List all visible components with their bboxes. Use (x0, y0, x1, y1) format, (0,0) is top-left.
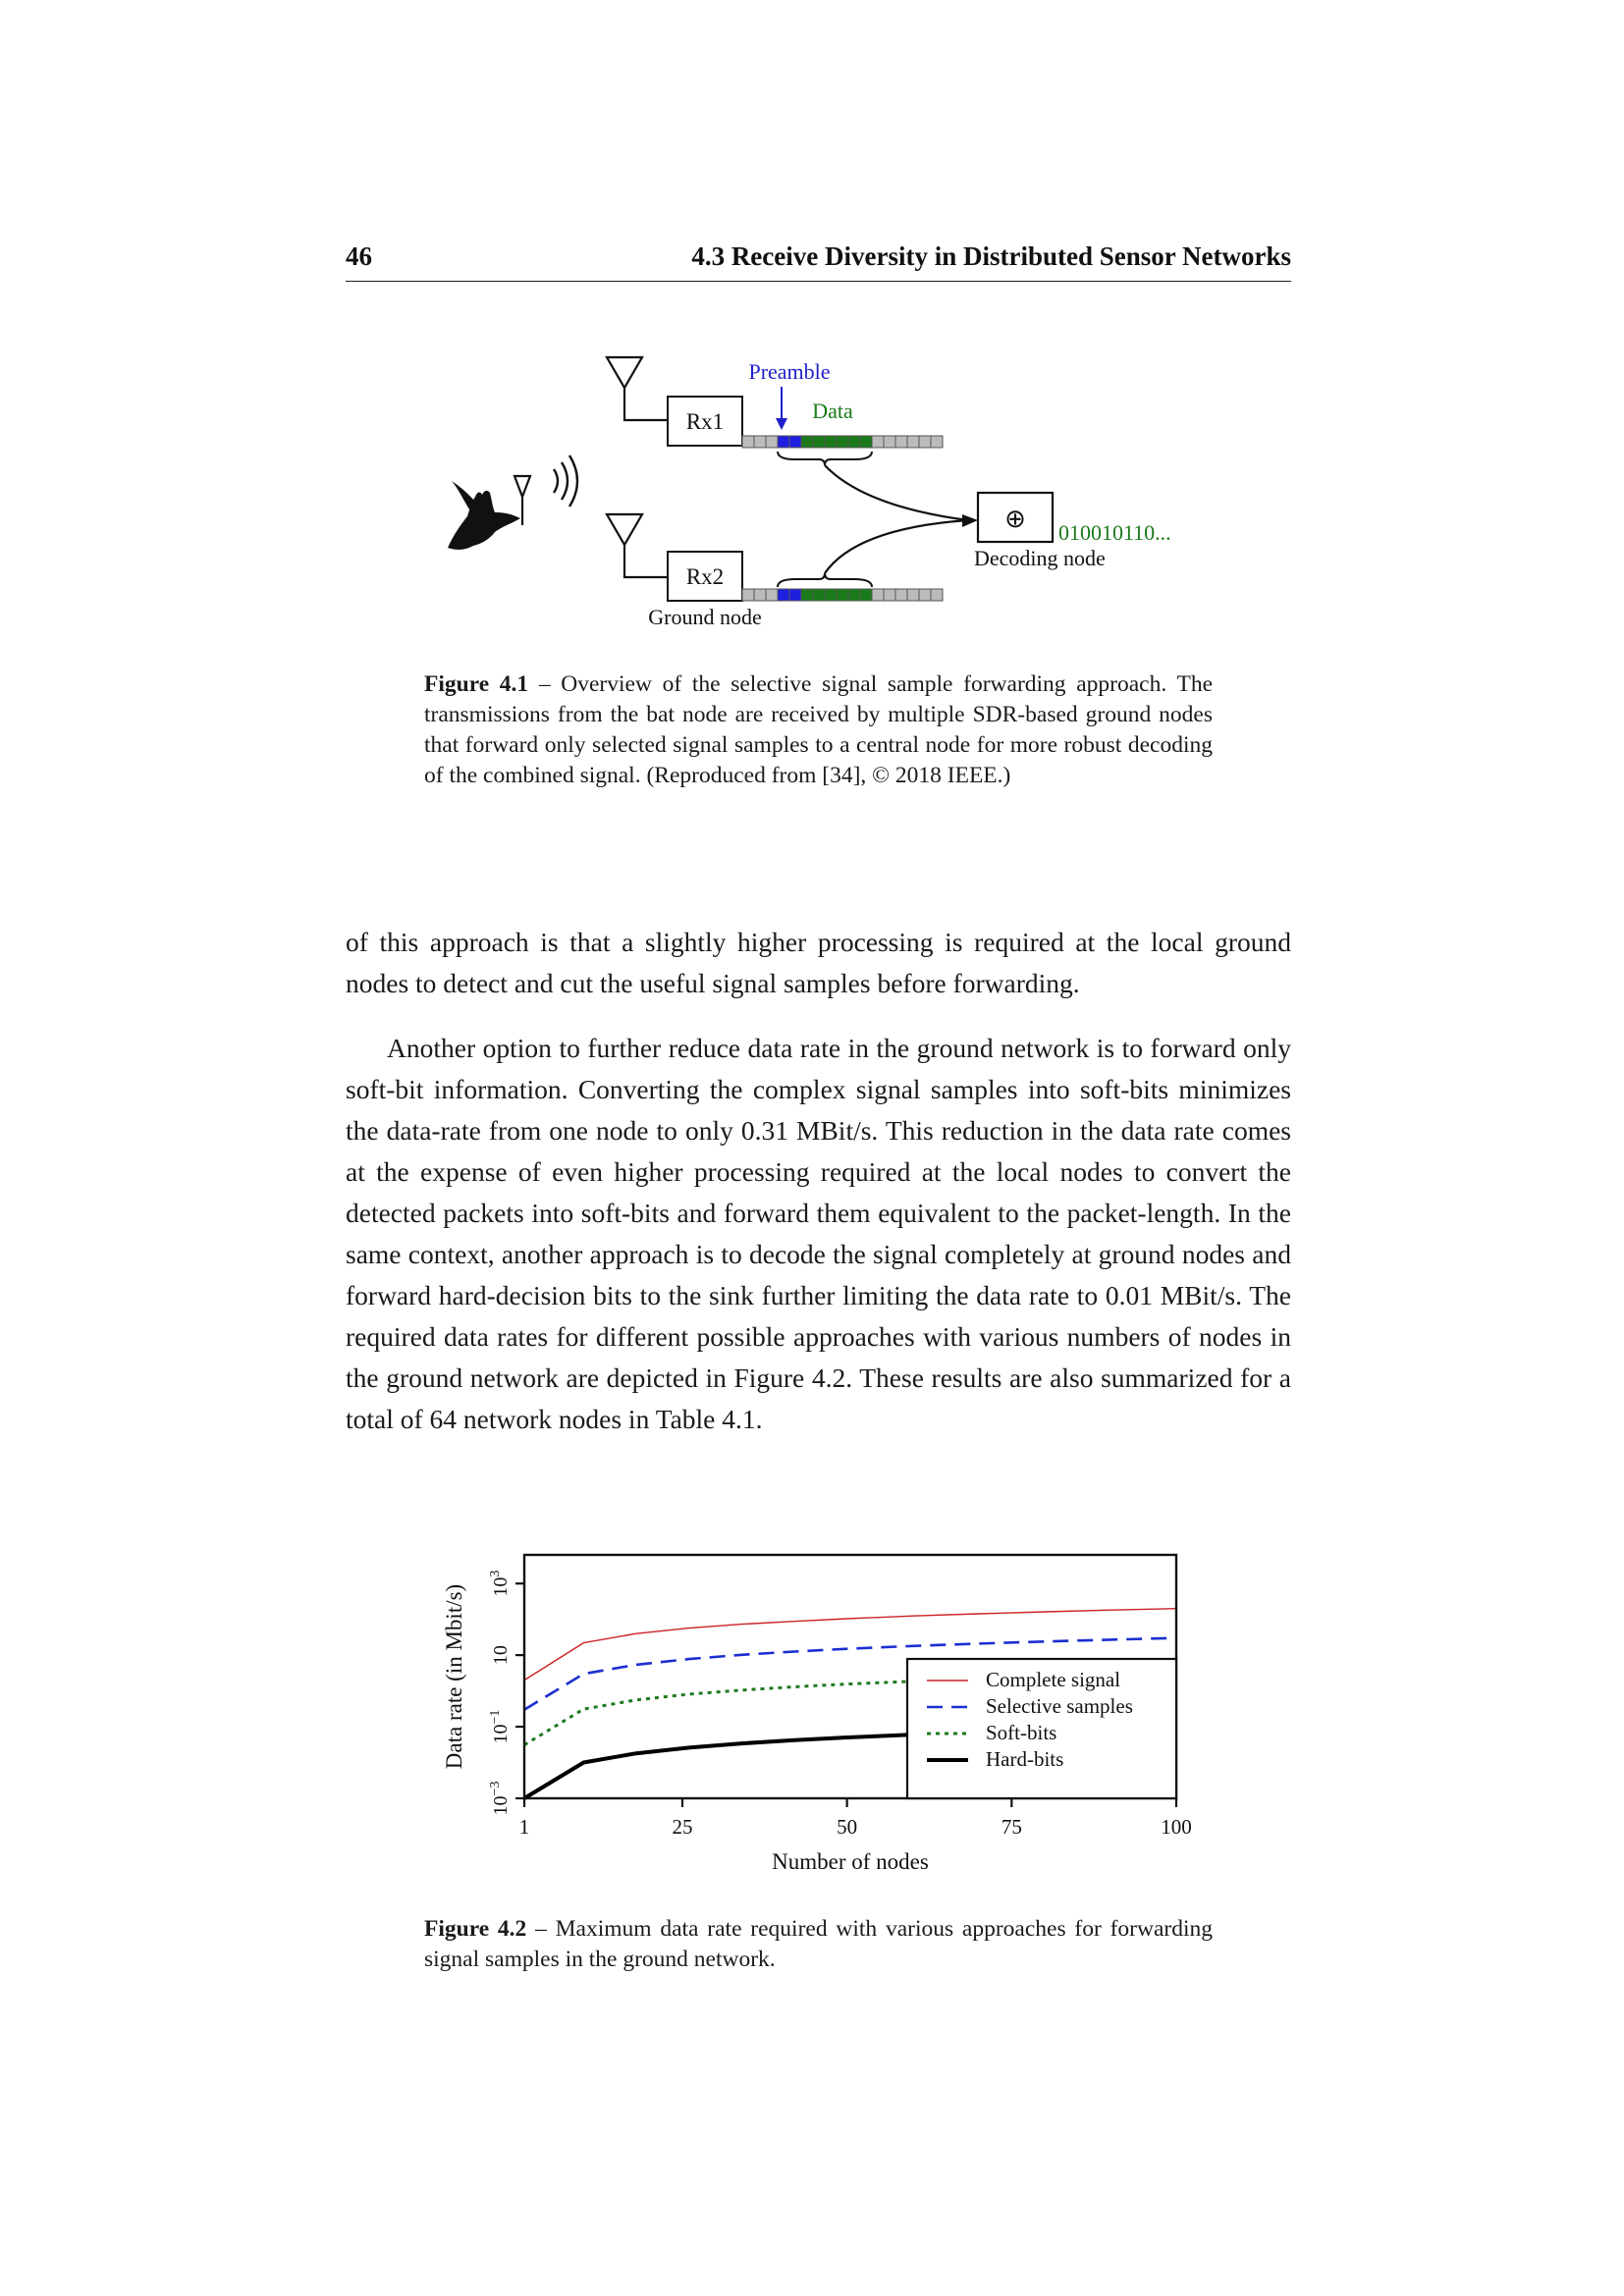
y-tick-label (488, 1782, 512, 1816)
running-header (346, 241, 1291, 282)
figure-4-2-label: Figure 4.2 (424, 1916, 527, 1942)
body-text (346, 922, 1291, 1440)
ground-node-label: Ground node (648, 605, 762, 629)
arrow-head-icon (962, 514, 978, 527)
rx1-sample-stream (742, 436, 943, 448)
legend-label: Hard-bits (986, 1747, 1064, 1771)
rx1-brace (778, 452, 872, 465)
rx2-brace (778, 573, 872, 587)
figure-4-1-diagram (412, 334, 1247, 648)
legend-label: Complete signal (986, 1668, 1121, 1691)
figure-4-1-label: Figure 4.1 (424, 671, 529, 697)
x-tick-label: 25 (672, 1815, 693, 1839)
x-axis-label: Number of nodes (772, 1849, 929, 1874)
rx1-label: Rx1 (685, 409, 725, 434)
forward-arrows (825, 465, 968, 573)
radio-waves-icon (554, 455, 577, 507)
x-tick-label: 100 (1161, 1815, 1192, 1839)
bitstream-label: 010010110... (1058, 520, 1171, 545)
bat-icon (448, 491, 520, 550)
section-title: 4.3 Receive Diversity in Distributed Sensor Networks (691, 241, 1291, 271)
page-number: 46 (346, 241, 372, 271)
rx2-label: Rx2 (685, 564, 725, 589)
preamble-label: Preamble (748, 359, 831, 384)
paragraph-1: of this approach is that a slightly higher processing is required at the local ground nodes to detect and cut the useful signal samples before forwarding. (346, 927, 1291, 998)
legend-label: Selective samples (986, 1694, 1133, 1718)
y-tick-label (490, 1645, 512, 1665)
figure-4-2-caption-text: – Maximum data rate required with various approaches for forwarding signal samples in the ground network. (424, 1916, 1213, 1972)
y-axis-label: Data rate (in Mbit/s) (442, 1583, 466, 1770)
figure-4-1-caption-text: – Overview of the selective signal sample forwarding approach. The transmissions from the bat node are received by multiple SDR-based ground nodes that forward only selected signal samples to a central node for more robust decoding of the combined signal. (Reproduced from [34], © 2018 IEEE.) (424, 671, 1213, 788)
svg-text:10−1: $10^{-1}$ (488, 1709, 512, 1744)
data-label: Data (812, 399, 853, 423)
rx2-sample-stream (742, 589, 943, 601)
figure-4-2-caption (424, 1914, 1213, 1975)
rx1-antenna-icon (607, 357, 668, 420)
y-tick-label (488, 1571, 512, 1597)
y-tick-label (488, 1710, 512, 1744)
xor-icon: ⊕ (1004, 505, 1026, 533)
paragraph-2: Another option to further reduce data rate in the ground network is to forward only soft-bit information. Converting the complex signal samples into soft-bits minimizes the data-rate from one node to only 0.31 MBit/s. This reduction in the data rate comes at the expense of even higher processing required at the local nodes to convert the detected packets into soft-bits and forward them equivalent to the packet-length. In the same context, another approach is to decode the signal completely at ground nodes and forward hard-decision bits to the sink further limiting the data rate to 0.01 MBit/s. The required data rates for different possible approaches with various numbers of nodes in the ground network are depicted in Figure 4.2. These results are also summarized for a total of 64 network nodes in Table 4.1. (346, 1033, 1291, 1434)
x-tick-label: 75 (1001, 1815, 1022, 1839)
rx2-antenna-icon (607, 514, 668, 577)
legend-label: Soft-bits (986, 1721, 1057, 1744)
x-tick-label: 50 (837, 1815, 858, 1839)
svg-text:10: 10 (490, 1645, 512, 1666)
svg-text:10−3: $10^{-3}$ (488, 1781, 512, 1816)
figure-4-1-caption (424, 669, 1213, 791)
decoding-node-label: Decoding node (974, 546, 1106, 570)
figure-4-2-chart (432, 1531, 1218, 1895)
svg-text:103: $10^3$ (488, 1570, 512, 1597)
preamble-arrow-icon (776, 387, 787, 430)
x-tick-label: 1 (518, 1815, 530, 1839)
